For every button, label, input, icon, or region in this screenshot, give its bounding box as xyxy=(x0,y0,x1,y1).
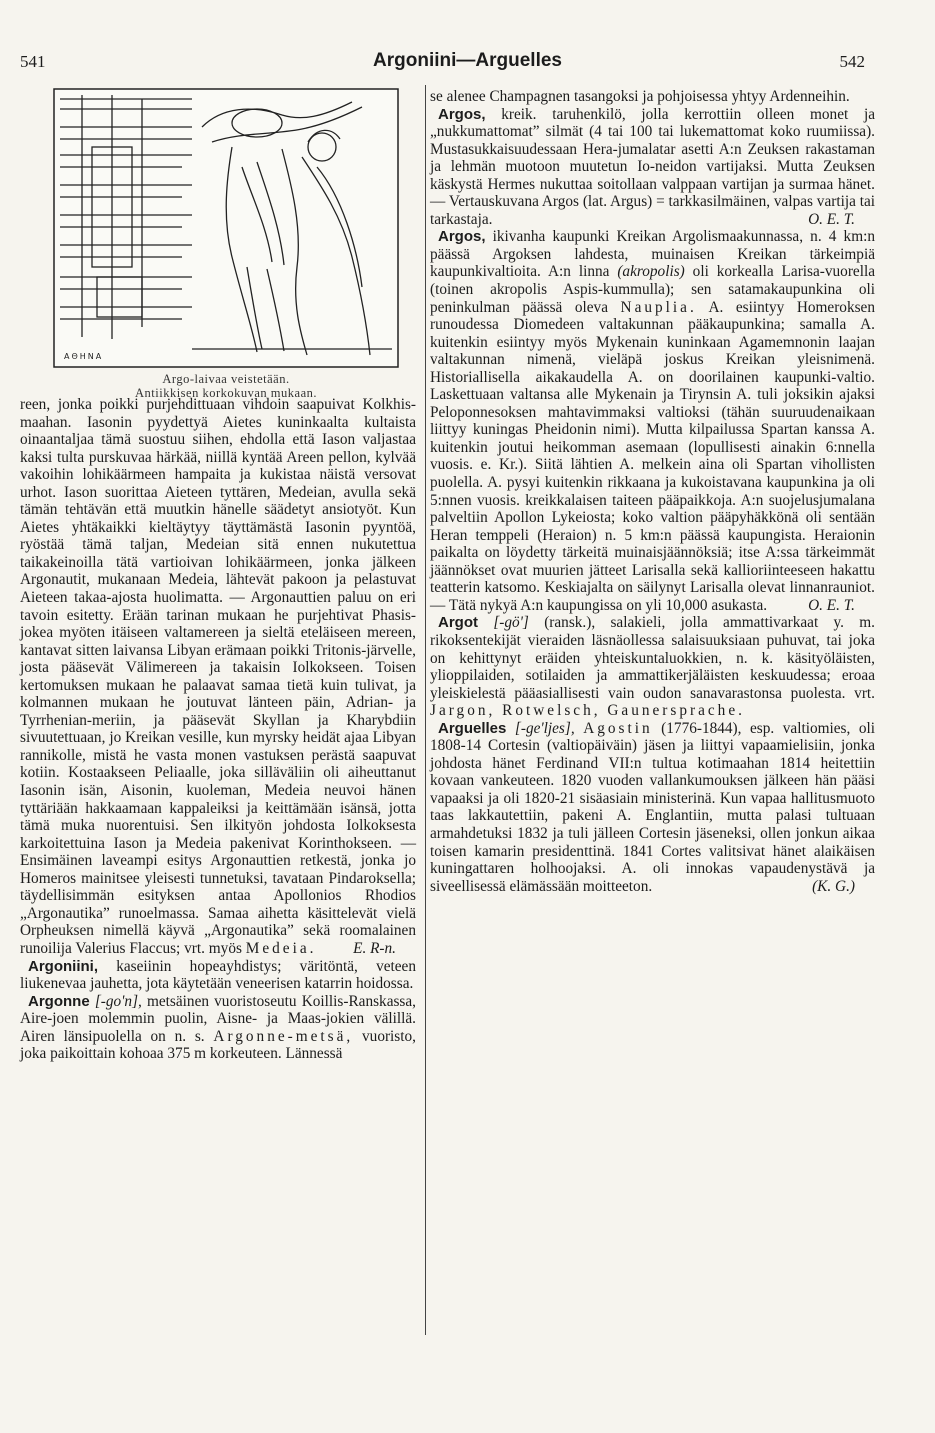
argonautit-text: reen, jonka poikki purjehdittuaan vihdoin saapuivat Kolkhis-maahan. Iasonin pyydettyä Aietes kuninkaalta kultaista oinaantaljaa tämä suostuu siihen, ehdolla että Iason valjastaa kaksi tulta purskuvaa härkää, niillä kyntää Areen pellon, kylvää vakoihin lohikäärmeen hampaita ja kukistaa näistä versovat urhot. Iason suorittaa Aieteen tyttären, Medeian, avulla sekä tämän tehtävän että muutkin hänelle säädetyt ansiotyöt. Kun Aietes yhtäkaikki kieltäytyy täyttämästä Iasonin pyyntöä, ryöstää tämä taljan, Medeian sitä ennen nukutettua taikakeinoilla tätä vartioivan lohikäärmeen, jonka jälkeen Argonautit, mukanaan Medeia, lähtevät pakoon ja pelastuvat Aieteen takaa-ajosta huolimatta. — Argonauttien paluu on eri tavoin esitetty. Erään tarinan mukaan he purjehtivat Phasis-jokea myöten itäiseen valtamereen ja sieltä eteläiseen mereen, kantavat sitten laivansa Libyan erämaan poikki Tritonis-järvelle, josta pääsevät Välimereen ja takaisin Iolkokseen. Toisen kertomuksen mukaan he palaavat samaa tietä kuin tulivat, ja kolmannen mukaan he joutuvat länteen päin, Adrian- ja Tyrrhenian-meriin, ja pääsevät Skyllan ja Kharybdiin sivuutettuaan, jo Kreikan vesille, kun myrsky heidät ajaa Libyan rannikolle, mistä he vasta monen vastuksen perästä saapuvat kotiin. Kostaakseen Peliaalle, joka silläväliin oli aiheuttanut Iasonin isän, Aisonin, kuoleman, Medeia neuvoi hänen tyttäriään hakkaamaan kappaleiksi ja keittämään isänsä, jotta tämä muka nuorentuisi. Sen ilkityön johdosta Iolkoksesta karkoitettuina Iason ja Medeia pakenivat Korinthokseen. — Ensimäinen laveampi esitys Argonauttien retkestä, jonka jo Homeros mainitsee yleisesti tunnetuksi, tavataan Pindaroksella; täydellisimmän esityksen antaa Apollonios Rhodios „Argonautika” runoelmassa. Samaa aihetta käsittelevät vielä Orpheuksen nimellä käyvä „Argonautika” sekä roomalainen runoilija Valerius Flaccus; vrt. myös xyxy=(20,396,416,957)
headword-argonne: Argonne xyxy=(28,992,90,1010)
column-divider xyxy=(425,85,426,1335)
headword-argos-1: Argos, xyxy=(438,105,486,123)
arguelles-first-name: Agostin xyxy=(583,719,653,737)
arguelles-text: (1776-1844), esp. valtiomies, oli 1808-14 Cortesin (valtiopäiväin) jäsen ja liittyi vapaamielisiin, jonka johdosta hänet Ferdinand VII:n tultua kotimaahan 1814 heitettiin kovaan vankeuteen. 1820 vuoden vallankumouksen jälkeen hän pääsi vapaaksi ja oli 1820-21 sisäasiain ministerinä. Kun vapaa hallitusmuoto taas lakkautettiin, pakeni A. Englantiin, mutta palasi tultuaan armahdetuksi 1832 ja tuli jälleen Cortesin jäseneksi, ollen jonkun aikaa toisen kamarin presidenttinä. 1841 Cortes valitsivat hänet alaikäisen kuningattaren holhoojaksi. A. oli innokas vapaudenystävä ja siveellisessä elämässään moitteeton. xyxy=(430,719,875,895)
signature-kg: (K. G.) xyxy=(812,877,855,895)
signature-e-rn: E. R-n. xyxy=(353,939,396,957)
argos-city-text-3: A. esiintyy Homeroksen runoudessa Diomedeen valtakunnan pääkaupunkina; samalla A. kuitenkin esiintyy myös Mykenain kuninkaan Agamemnonin laajan valtakunnan nimenä, vieläpä joskus Kreikan yleisnimenä. Historiallisella aikakaudella A. on doorilainen kaupunki-valtio. Laskettuaan valtansa alle Mykenain ja Tirynsin A. tuli joksikin ajaksi Peloponnesoksen mahtavimmaksi valtioksi (tähän suuruudenaikaan liittyy kuningas Pheidonin nimi). Mutta kilpailussa Spartan kanssa A. kuitenkin joutui heikomman asemaan (lopullisesti ainakin 6:nnella vuosis. e. Kr.). Siitä lähtien A. melkein aina oli Spartan vihollisten puolella. A. pysyi kuitenkin rikkaana ja kukoistavana kaupunkina ja oli 5:nnen vuosis. kreikkalaisen taiteen pääpaikkoja. A:n suojelusjumalana palveltiin Apollon Lykeiosta; koko valtion pääpyhäkkönä oli sentään Heran temppeli (Heraion) n. 5 km:n päässä kaupungista. Heraionin paikalta on löydetty tärkeitä muinaisjäännöksiä; itse A:ssa tärkeimmät jäännökset ovat muurien jätteet Larisalla sekä kallioriinteeseen hakattu teatterin katsomo. Keskiajalta on säilynyt Larisalla olevat linnanrauniot. — Tätä nykyä A:n kaupungissa on yli 10,000 asukasta. xyxy=(430,298,875,614)
right-column xyxy=(430,88,875,895)
entry-argot xyxy=(430,614,875,719)
signature-oet-1: O. E. T. xyxy=(808,210,855,228)
argoniini-text: kaseiinin hopeayhdistys; väritöntä, veteen liukenevaa jauhetta, jota käytetään veneerisen katarrin hoidossa. xyxy=(20,957,416,993)
argos-myth-text: kreik. taruhenkilö, jolla kerrottiin olleen monet ja „nukkumattomat” silmät (4 tai 100 tai lukemattomat koko ruumiissa). Mustasukkaisuudessaan Hera-jumalatar asetti A:n Zeuksen rakastaman ja lehmän muotoon muutetun Io-neidon vartijaksi. Mutta Zeuksen käskystä Hermes nukuttaa soitollaan valppaan vartijan ja surmaa hänet. — Vertauskuvana Argos (lat. Argus) = tarkkasilmäinen, valpas vartija tai tarkastaja. xyxy=(430,105,875,228)
argonne-pronunciation: [-go'n], xyxy=(94,992,142,1010)
argos-city-text-2: oli korkealla Larisa-vuorella (toinen akropolis Aspis-kummulla); sen satamakaupunkina oli peninkulman päässä oleva xyxy=(430,263,875,316)
argot-pronunciation: [-gö'] xyxy=(493,614,529,632)
headword-argos-2: Argos, xyxy=(438,228,486,246)
headword-argoniini: Argoniini, xyxy=(28,957,98,975)
signature-oet-2: O. E. T. xyxy=(808,596,855,614)
entry-arguelles xyxy=(430,720,875,895)
caption-line-1: Argo-laivaa veistetään. xyxy=(162,372,290,386)
headword-argot: Argot xyxy=(438,614,478,632)
relief-figure xyxy=(52,87,400,369)
headword-arguelles: Arguelles xyxy=(438,719,507,737)
left-column xyxy=(20,396,416,1063)
page-number-left: 541 xyxy=(20,52,46,71)
arguelles-pronunciation: [-ge'ljes], xyxy=(514,719,575,737)
page-number-right: 542 xyxy=(839,52,865,71)
argonne-metsa: Argonne-metsä, xyxy=(213,1027,354,1045)
medeia-ref: Medeia. xyxy=(245,939,317,957)
argonautit-continuation xyxy=(20,396,416,958)
running-head: Argoniini—Arguelles xyxy=(373,50,562,71)
argonne-text-1: metsäinen vuoristoseutu Koillis-Ranskassa, Aire-joen molemmin puolin, Aisne- ja Maas-jokien välillä. Airen länsipuolella on n. s. xyxy=(20,992,416,1045)
nauplia-ref: Nauplia. xyxy=(620,298,697,316)
argos-akropolis: (akropolis) xyxy=(617,263,685,281)
argot-text: (ransk.), salakieli, jolla ammattivarkaat y. m. rikoksentekijät vieraiden läsnäollessa salaisuuksiaan puhuvat, tai joka on kehittynyt eräiden yhteiskuntaluokkien, n. k. käsityöläisten, ylioppilaiden, sotilaiden ja ammattikerjäläisten keskuudessa; eroaa yleiskielestä pääasiallisesti vain oudon sanavarastonsa puolesta. vrt. xyxy=(430,614,876,702)
argo-relief-illustration xyxy=(52,87,400,369)
argos-city-text-1: ikivanha kaupunki Kreikan Argolismaakunnassa, n. 4 km:n päässä Argoksen lahdesta, muinaisen Kreikan tärkeimpiä kaupunkivaltioita. A:n linna xyxy=(430,228,875,281)
entry-argonne xyxy=(20,993,416,1063)
entry-argos-city xyxy=(430,228,875,614)
argonne-continuation: se alenee Champagnen tasangoksi ja pohjoisessa yhtyy Ardenneihin. xyxy=(430,88,850,105)
argot-crossrefs: Jargon, Rotwelsch, Gaunersprache. xyxy=(430,702,745,720)
relief-inscription: ΑΘΗΝΑ xyxy=(64,352,104,361)
page-header xyxy=(0,52,935,76)
entry-argos-myth xyxy=(430,106,875,229)
entry-argoniini xyxy=(20,958,416,993)
argonne-text-2: vuoristo, joka paikoittain kohoaa 375 m korkeuteen. Lännessä xyxy=(20,1027,416,1063)
caption-line-2: Antiikkisen korkokuvan mukaan. xyxy=(135,386,317,400)
